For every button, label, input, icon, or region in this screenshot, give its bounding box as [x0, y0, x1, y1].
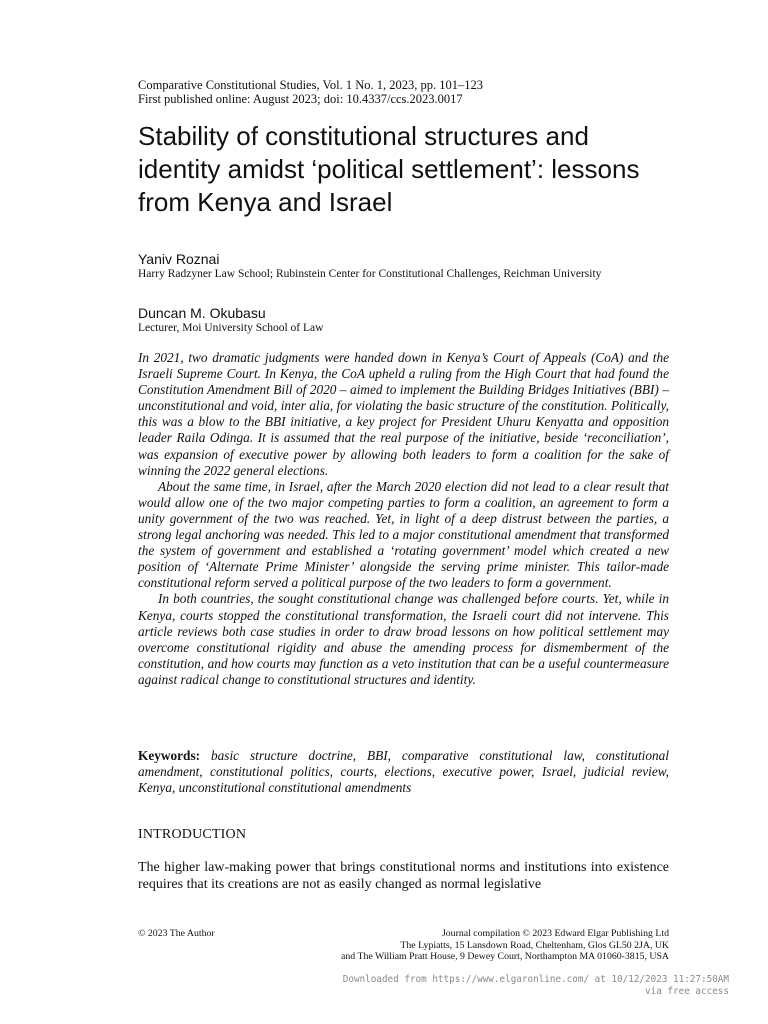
- publication-info: First published online: August 2023; doi: 10.4337/ccs.2023.0017: [138, 92, 463, 106]
- keywords-list: basic structure doctrine, BBI, comparative constitutional law, constitutional amendment, constitutional politics, courts, elections, executive power, Israel, judicial review, Kenya, unconstitutional constitutional amendments: [138, 748, 669, 796]
- section-heading: INTRODUCTION: [138, 827, 247, 842]
- author-affiliation: Harry Radzyner Law School; Rubinstein Center for Constitutional Challenges, Reichman University: [138, 268, 602, 280]
- footer-copyright: © 2023 The Author: [138, 928, 215, 939]
- author-name: Duncan M. Okubasu: [138, 305, 266, 321]
- download-watermark: [343, 974, 729, 998]
- author-block: [138, 251, 601, 281]
- footer-publisher: [341, 928, 669, 963]
- journal-citation-block: [138, 78, 483, 106]
- abstract: [138, 350, 669, 688]
- author-block: [138, 305, 323, 335]
- access-line: via free access: [645, 986, 729, 997]
- author-affiliation: Lecturer, Moi University School of Law: [138, 322, 324, 334]
- journal-citation: Comparative Constitutional Studies, Vol. 1 No. 1, 2023, pp. 101–123: [138, 78, 484, 92]
- abstract-paragraph: In 2021, two dramatic judgments were handed down in Kenya’s Court of Appeals (CoA) and the Israeli Supreme Court. In Kenya, the CoA upheld a ruling from the High Court that had found the Constitution Amendment Bill of 2020 – aimed to implement the Building Bridges Initiatives (BBI) – unconstitutional and void, inter alia, for violating the basic structure of the constitution. Politically, this was a blow to the BBI initiative, a key project for President Uhuru Kenyatta and opposition leader Raila Odinga. It is assumed that the real purpose of the initiative, beside ‘reconciliation’, was expansion of executive power by allowing both leaders to form a coalition for the sake of winning the 2022 general elections.: [138, 350, 669, 478]
- journal-compilation: Journal compilation © 2023 Edward Elgar Publishing Ltd: [441, 928, 669, 939]
- keywords-label: Keywords:: [138, 748, 201, 763]
- author-name: Yaniv Roznai: [138, 251, 220, 267]
- abstract-paragraph: About the same time, in Israel, after the March 2020 election did not lead to a clear result that would allow one of the two major competing parties to form a coalition, an agreement to form a unity government of the two was reached. Yet, in light of a deep distrust between the parties, a strong legal anchoring was needed. This led to a major constitutional amendment that transformed the system of government and established a ‘rotating government’ model which created a new position of ‘Alternate Prime Minister’ alongside the serving prime minister. This tailor-made constitutional reform served a political purpose of the two leaders to form a government.: [138, 478, 669, 591]
- publisher-address: and The William Pratt House, 9 Dewey Court, Northampton MA 01060-3815, USA: [341, 951, 669, 962]
- article-title: Stability of constitutional structures and identity amidst ‘political settlement’: lessons from Kenya and Israel: [138, 121, 640, 217]
- publisher-address: The Lypiatts, 15 Lansdown Road, Cheltenham, Glos GL50 2JA, UK: [400, 939, 669, 951]
- body-paragraph: The higher law-making power that brings constitutional norms and institutions into existence requires that its creations are not as easily changed as normal legislative: [138, 860, 669, 892]
- download-line: Downloaded from https://www.elgaronline.com/ at 10/12/2023 11:27:50AM: [342, 974, 729, 985]
- keywords: [138, 748, 669, 796]
- abstract-paragraph: In both countries, the sought constitutional change was challenged before courts. Yet, while in Kenya, courts stopped the constitutional transformation, the Israeli court did not intervene. This article reviews both case studies in order to draw broad lessons on how political settlement may overcome constitutional rigidity and abuse the amending process for dismemberment of the constitution, and how courts may function as a veto institution that can be a useful countermeasure against radical change to constitutional structures and identity.: [138, 591, 669, 687]
